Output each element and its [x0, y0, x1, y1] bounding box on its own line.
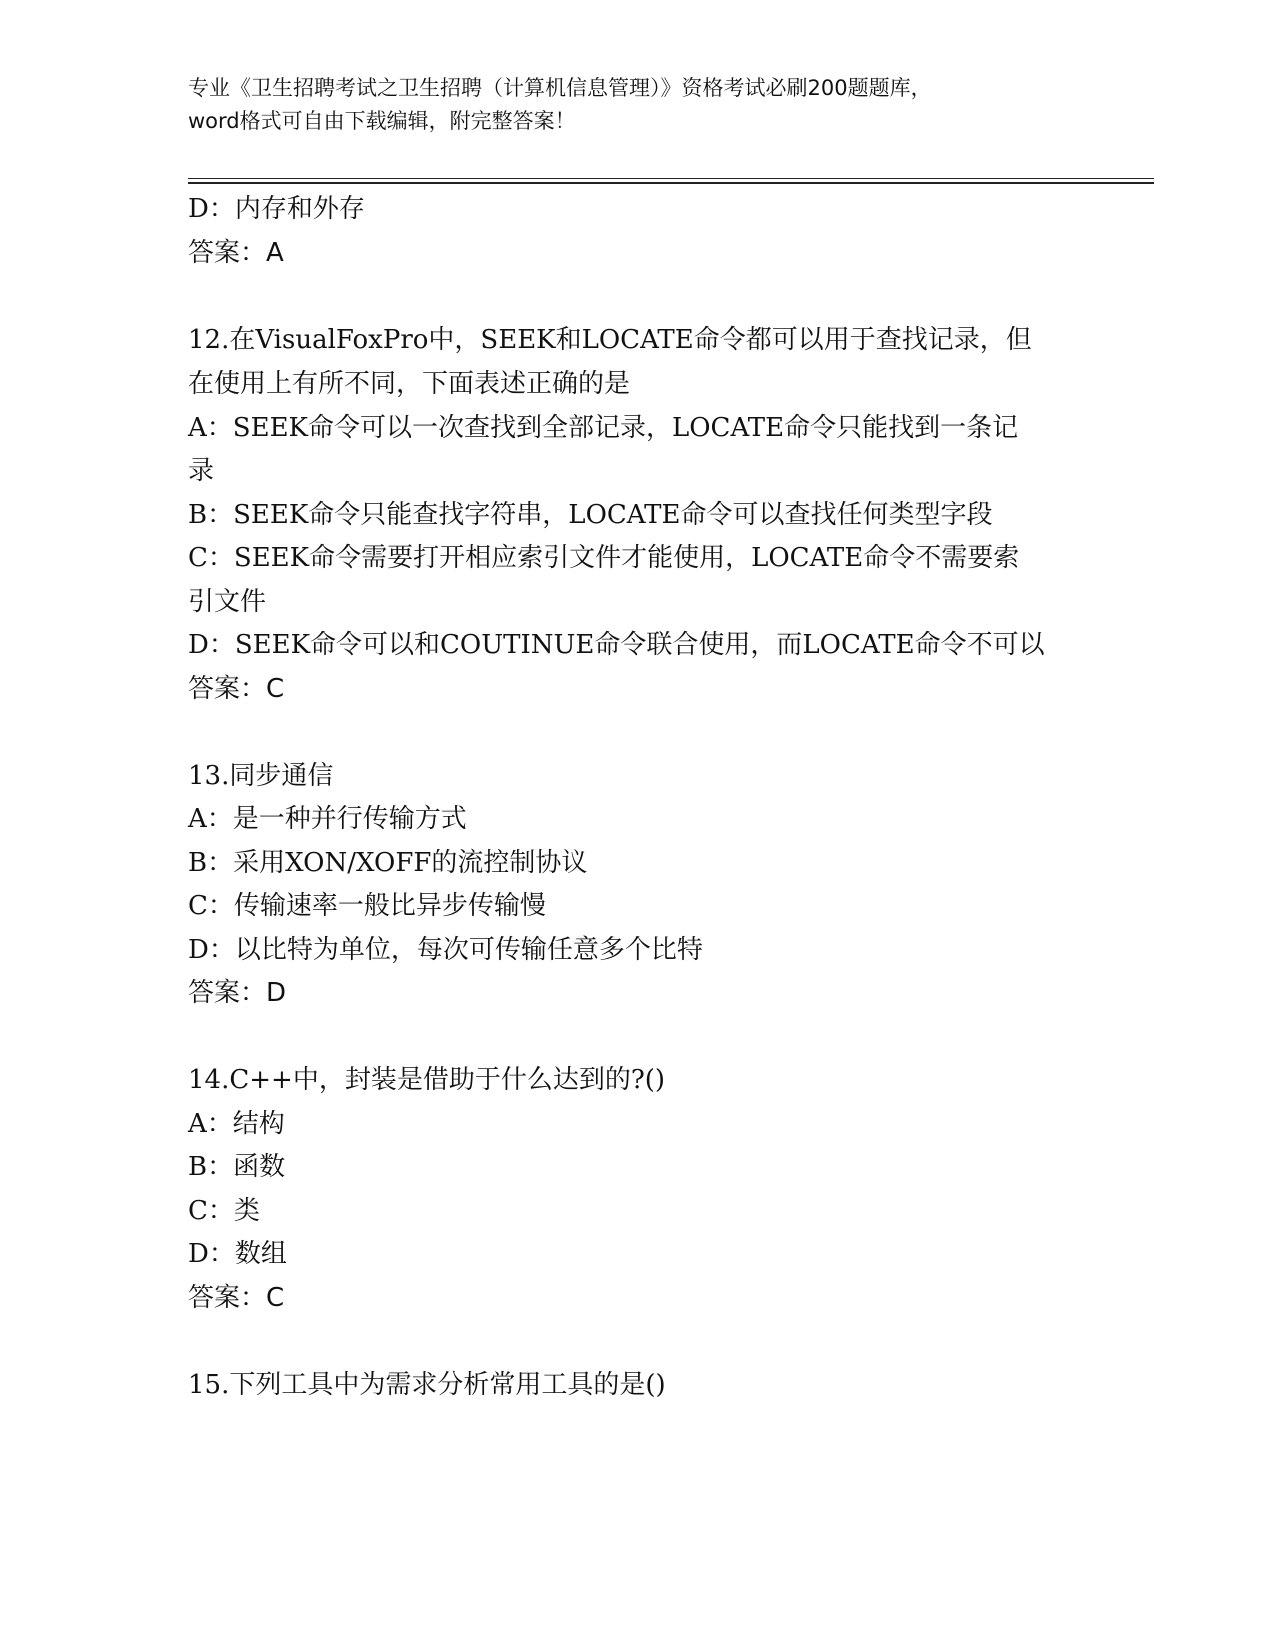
- q13-option-b: B：采用XON/XOFF的流控制协议: [188, 848, 588, 878]
- q14-answer: 答案：C: [188, 1283, 285, 1313]
- header-title-line-1: 专业《卫生招聘考试之卫生招聘（计算机信息管理）》资格考试必刷200题题库，: [188, 76, 932, 100]
- q12-stem-line-2: 在使用上有所不同，下面表述正确的是: [188, 369, 631, 399]
- q14-option-c: C：类: [188, 1196, 260, 1226]
- q14-stem: 14.C++中，封装是借助于什么达到的?(): [188, 1065, 666, 1095]
- q11-answer: 答案：A: [188, 238, 284, 268]
- q12-answer: 答案：C: [188, 674, 285, 704]
- header-divider-thick: [188, 182, 1154, 184]
- header-title-line-2: word格式可自由下载编辑，附完整答案！: [188, 109, 576, 133]
- q14-option-b: B：函数: [188, 1152, 286, 1182]
- header-divider-thin: [188, 178, 1154, 179]
- q13-option-c: C：传输速率一般比异步传输慢: [188, 891, 546, 921]
- document-header: [188, 72, 1088, 138]
- q13-answer: 答案：D: [188, 978, 287, 1008]
- q12-option-b: B：SEEK命令只能查找字符串，LOCATE命令可以查找任何类型字段: [188, 500, 993, 530]
- q15-stem: 15.下列工具中为需求分析常用工具的是(): [188, 1370, 666, 1400]
- q11-option-d: D：内存和外存: [188, 194, 365, 224]
- q13-option-a: A：是一种并行传输方式: [188, 804, 467, 834]
- q13-stem: 13.同步通信: [188, 761, 334, 791]
- q12-option-c-line-2: 引文件: [188, 587, 267, 617]
- q12-option-c-line-1: C：SEEK命令需要打开相应索引文件才能使用，LOCATE命令不需要索: [188, 543, 1020, 573]
- q14-option-d: D：数组: [188, 1239, 287, 1269]
- q12-option-a-line-1: A：SEEK命令可以一次查找到全部记录，LOCATE命令只能找到一条记: [188, 413, 1019, 443]
- q13-option-d: D：以比特为单位，每次可传输任意多个比特: [188, 935, 703, 965]
- q14-option-a: A：结构: [188, 1109, 285, 1139]
- q12-option-d: D：SEEK命令可以和COUTINUE命令联合使用，而LOCATE命令不可以: [188, 630, 1045, 660]
- q12-option-a-line-2: 录: [188, 456, 215, 486]
- q12-stem-line-1: 12.在VisualFoxPro中，SEEK和LOCATE命令都可以用于查找记录，但: [188, 325, 1032, 355]
